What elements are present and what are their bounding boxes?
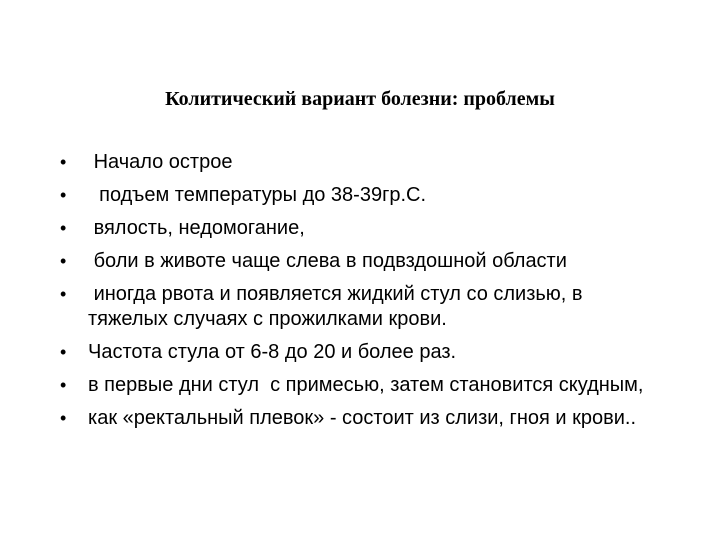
list-item: [60, 183, 660, 208]
list-item-text: боли в животе чаще слева в подвздошной области: [88, 250, 567, 272]
bullet-icon: •: [60, 152, 67, 172]
list-item: [60, 216, 660, 241]
list-item-text: вялость, недомогание,: [88, 217, 305, 239]
bullet-icon: •: [60, 342, 67, 362]
bullet-icon: •: [60, 218, 67, 238]
list-item-text: в первые дни стул с примесью, затем становится скудным,: [88, 374, 644, 396]
bullet-icon: •: [60, 185, 67, 205]
bullet-icon: •: [60, 375, 67, 395]
list-item-text: Начало острое: [88, 151, 233, 173]
bullet-icon: •: [60, 408, 67, 428]
bullet-icon: •: [60, 251, 67, 271]
slide-title: Колитический вариант болезни: проблемы: [165, 88, 555, 110]
list-item: [60, 406, 660, 431]
list-item-text: подъем температуры до 38-39гр.С.: [88, 184, 427, 206]
list-item: [60, 373, 660, 398]
list-item: [60, 150, 660, 175]
bullet-icon: •: [60, 284, 67, 304]
bullet-list: [60, 150, 660, 439]
list-item-text: иногда рвота и появляется жидкий стул со слизью, в тяжелых случаях с прожилками крови.: [88, 283, 589, 330]
list-item: [60, 282, 660, 332]
list-item-text: Частота стула от 6-8 до 20 и более раз.: [88, 341, 457, 363]
list-item: [60, 340, 660, 365]
list-item: [60, 249, 660, 274]
list-item-text: как «ректальный плевок» - состоит из слизи, гноя и крови..: [88, 407, 637, 429]
